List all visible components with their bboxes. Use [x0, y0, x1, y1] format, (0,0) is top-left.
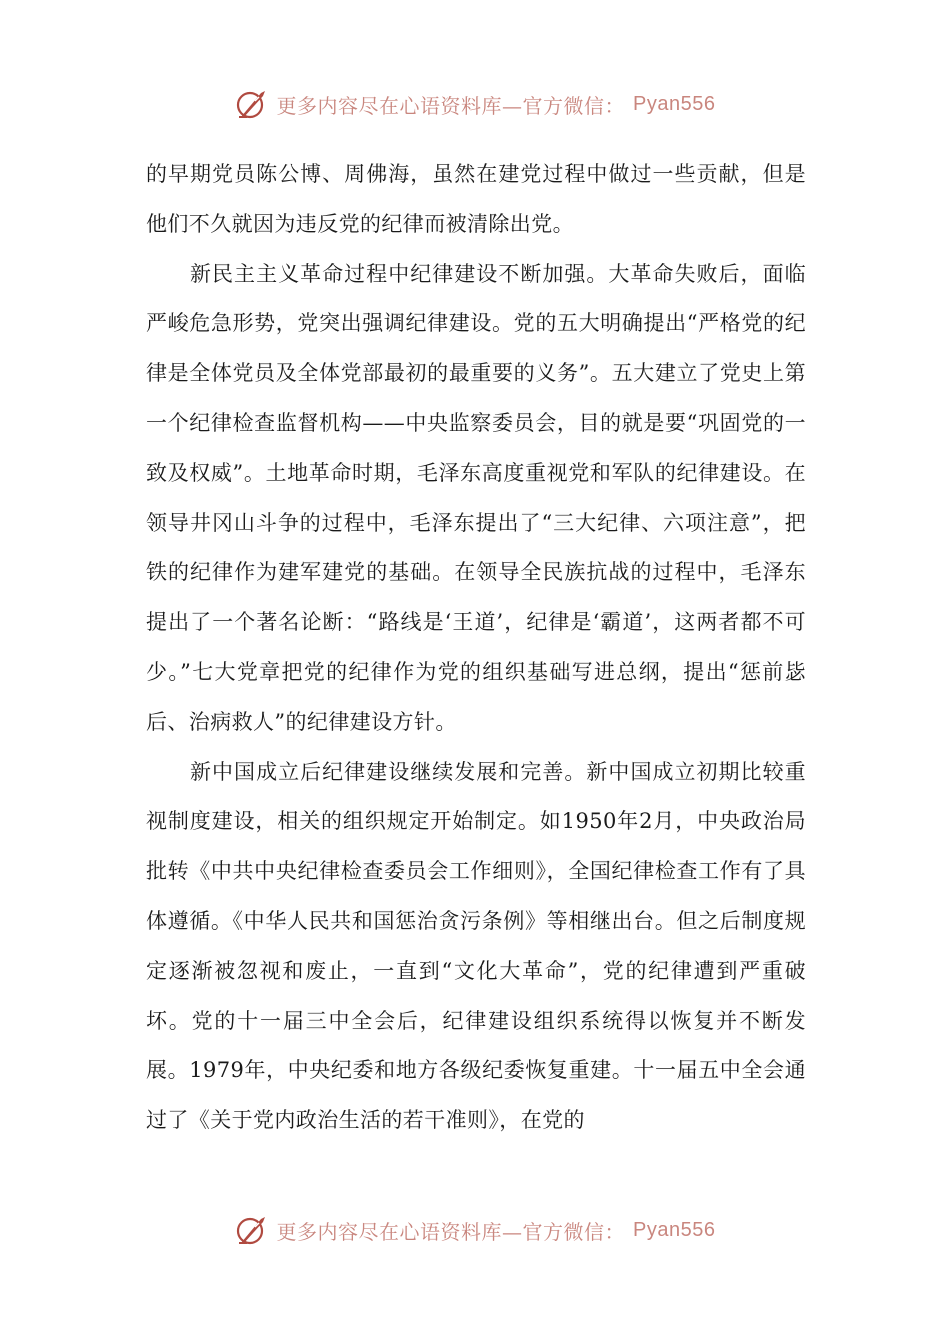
watermark-wechat-id: Pyan556: [633, 1218, 716, 1241]
watermark-text: 更多内容尽在心语资料库—官方微信：: [276, 93, 626, 118]
footer-watermark: [0, 1210, 950, 1250]
paragraph-new-china: 新中国成立后纪律建设继续发展和完善。新中国成立初期比较重视制度建设，相关的组织规定开始制定。如1950年2月，中央政治局批转《中共中央纪律检查委员会工作细则》，全国纪律检查工作有了具体遵循。《中华人民共和国惩治贪污条例》等相继出台。但之后制度规定逐渐被忽视和废止，一直到“文化大革命”，党的纪律遭到严重破坏。党的十一届三中全会后，纪律建设组织系统得以恢复并不断发展。1979年，中央纪委和地方各级纪委恢复重建。十一届五中全会通过了《关于党内政治生活的若干准则》，在党的: [146, 759, 806, 1133]
watermark-wechat-id: Pyan556: [633, 92, 716, 115]
header-watermark: [0, 84, 950, 124]
paragraph-new-democratic-revolution: 新民主主义革命过程中纪律建设不断加强。大革命失败后，面临严峻危急形势，党突出强调纪律建设。党的五大明确提出“严格党的纪律是全体党员及全体党部最初的最重要的义务”。五大建立了党史上第一个纪律检查监督机构——中央监察委员会，目的就是要“巩固党的一致及权威”。土地革命时期，毛泽东高度重视党和军队的纪律建设。在领导井冈山斗争的过程中，毛泽东提出了“三大纪律、六项注意”，把铁的纪律作为建军建党的基础。在领导全民族抗战的过程中，毛泽东提出了一个著名论断：“路线是‘王道’，纪律是‘霸道’，这两者都不可少。”七大党章把党的纪律作为党的组织基础写进总纲，提出“惩前毖后、治病救人”的纪律建设方针。: [146, 261, 806, 734]
watermark-text: 更多内容尽在心语资料库—官方微信：: [276, 1219, 626, 1244]
document-body: [146, 150, 806, 1146]
quill-logo-icon: [235, 1213, 269, 1247]
paragraph-continuation: 的早期党员陈公博、周佛海，虽然在建党过程中做过一些贡献，但是他们不久就因为违反党的纪律而被清除出党。: [146, 162, 806, 236]
quill-logo-icon: [235, 87, 269, 121]
